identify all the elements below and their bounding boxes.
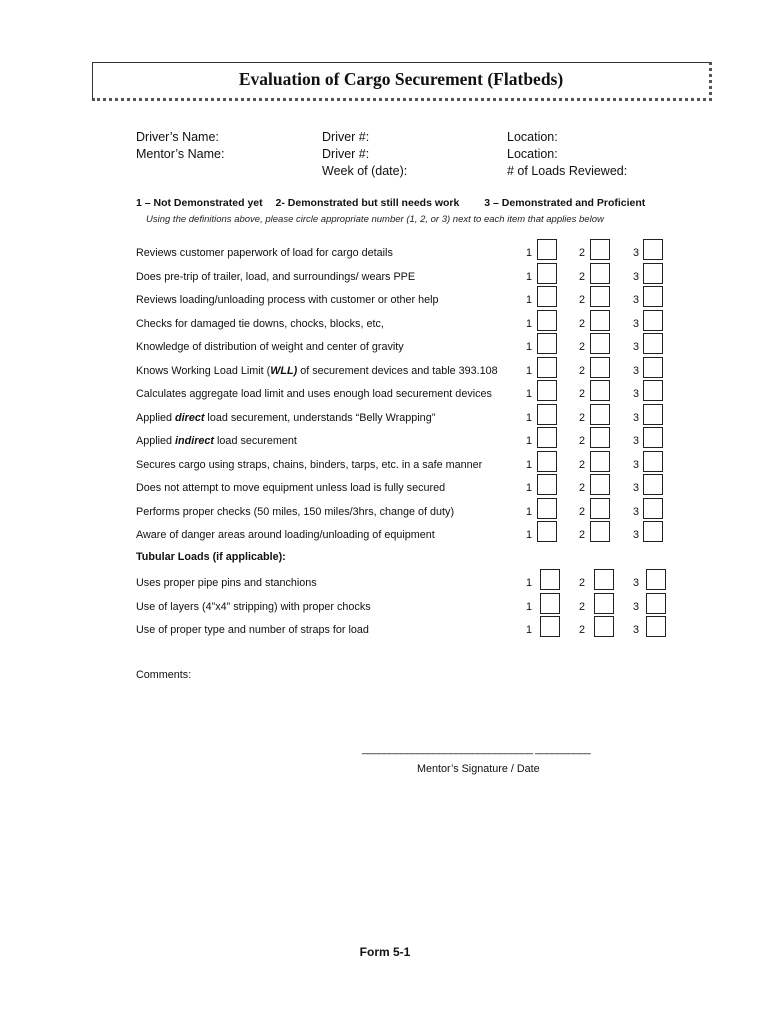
item-label-text: Calculates aggregate load limit and uses enough load securement devices <box>136 388 492 400</box>
rating-1-label: 1 <box>526 458 533 471</box>
item-label-text: Applied <box>136 411 176 424</box>
signature-label: Mentor’s Signature / Date <box>417 763 540 775</box>
rating-1-label: 1 <box>526 482 533 494</box>
item-label <box>136 365 498 377</box>
rating-1-checkbox[interactable] <box>540 593 560 614</box>
item-label-text: load securement, understands “Belly Wrapping” <box>204 411 436 424</box>
rating-2-label: 2 <box>579 458 586 471</box>
rating-3-label: 3 <box>633 458 640 471</box>
rating-1-label: 1 <box>526 600 533 613</box>
item-label-text: Reviews customer paperwork of load for cargo details <box>136 247 393 259</box>
tubular-section-title: Tubular Loads (if applicable): <box>136 551 286 563</box>
rating-1-label: 1 <box>526 435 533 447</box>
item-label <box>136 247 393 259</box>
rating-3-checkbox[interactable] <box>643 380 663 401</box>
rating-2-checkbox[interactable] <box>590 263 610 284</box>
item-label-emphasis: direct <box>175 411 205 424</box>
rating-1-checkbox[interactable] <box>537 451 557 472</box>
item-label <box>136 601 371 613</box>
rating-1-checkbox[interactable] <box>537 239 557 260</box>
rating-3-label: 3 <box>633 482 640 494</box>
rating-1-label: 1 <box>526 411 533 424</box>
legend-level-1: 1 – Not Demonstrated yet <box>136 197 263 209</box>
item-label-text: Use of layers (4”x4” stripping) with proper chocks <box>136 600 371 613</box>
rating-3-checkbox[interactable] <box>643 263 663 284</box>
item-label <box>136 506 454 518</box>
rating-3-label: 3 <box>633 600 640 613</box>
rating-3-checkbox[interactable] <box>646 593 666 614</box>
rating-1-label: 1 <box>526 388 533 400</box>
item-label <box>136 482 445 494</box>
rating-2-label: 2 <box>579 388 586 400</box>
item-label-text: Reviews loading/unloading process with customer or other help <box>136 294 439 306</box>
rating-1-label: 1 <box>526 317 533 330</box>
rating-2-label: 2 <box>579 577 586 589</box>
item-label-text: Knows Working Load Limit ( <box>136 364 271 377</box>
rating-1-checkbox[interactable] <box>537 474 557 495</box>
rating-3-checkbox[interactable] <box>643 239 663 260</box>
rating-1-label: 1 <box>526 364 533 377</box>
location-label: Location: <box>507 130 558 144</box>
item-label <box>136 271 415 283</box>
rating-3-label: 3 <box>633 577 640 589</box>
rating-3-label: 3 <box>633 411 640 424</box>
rating-2-checkbox[interactable] <box>590 357 610 378</box>
rating-1-checkbox[interactable] <box>537 427 557 448</box>
rating-1-label: 1 <box>526 270 533 283</box>
legend-level-2: 2- Demonstrated but still needs work <box>275 197 460 209</box>
item-label-text: Secures cargo using straps, chains, binders, tarps, etc. in a safe manner <box>136 458 483 471</box>
rating-1-label: 1 <box>526 505 533 518</box>
rating-3-checkbox[interactable] <box>643 404 663 425</box>
form-title: Evaluation of Cargo Securement (Flatbeds) <box>238 69 564 89</box>
rating-1-label: 1 <box>526 247 533 259</box>
rating-1-label: 1 <box>526 577 533 589</box>
rating-3-checkbox[interactable] <box>643 286 663 307</box>
rating-1-checkbox[interactable] <box>540 616 560 637</box>
item-label <box>136 412 435 424</box>
rating-2-label: 2 <box>579 317 586 330</box>
title-box <box>92 62 712 101</box>
rating-legend <box>136 197 696 209</box>
rating-3-checkbox[interactable] <box>643 357 663 378</box>
rating-2-checkbox[interactable] <box>590 404 610 425</box>
item-label-text: of securement devices and table 393.108 <box>297 364 498 377</box>
rating-3-label: 3 <box>633 364 640 377</box>
rating-1-checkbox[interactable] <box>540 569 560 590</box>
rating-2-label: 2 <box>579 247 586 259</box>
item-label-emphasis: indirect <box>175 435 215 447</box>
rating-2-label: 2 <box>579 600 586 613</box>
rating-3-checkbox[interactable] <box>643 474 663 495</box>
rating-2-label: 2 <box>579 624 586 637</box>
comments-label: Comments: <box>136 669 192 681</box>
rating-2-label: 2 <box>579 529 586 541</box>
rating-1-label: 1 <box>526 294 533 306</box>
item-label-text: Does pre-trip of trailer, load, and surroundings/ wears PPE <box>136 270 416 283</box>
rating-1-checkbox[interactable] <box>537 404 557 425</box>
item-label <box>136 529 435 541</box>
rating-1-checkbox[interactable] <box>537 357 557 378</box>
item-label-text: Applied <box>136 435 176 447</box>
item-label <box>136 341 404 353</box>
rating-2-label: 2 <box>579 435 586 447</box>
rating-instruction: Using the definitions above, please circle appropriate number (1, 2, or 3) next to each item that applies below <box>146 214 604 225</box>
item-label <box>136 577 317 589</box>
rating-3-label: 3 <box>633 435 640 447</box>
loads-reviewed-label: # of Loads Reviewed: <box>507 164 628 178</box>
rating-2-checkbox[interactable] <box>590 310 610 331</box>
rating-3-checkbox[interactable] <box>643 310 663 331</box>
rating-2-checkbox[interactable] <box>590 286 610 307</box>
rating-2-label: 2 <box>579 341 586 353</box>
rating-2-label: 2 <box>579 364 586 377</box>
rating-2-checkbox[interactable] <box>594 616 614 637</box>
rating-3-checkbox[interactable] <box>643 333 663 354</box>
drivers-name-label: Driver’s Name: <box>136 130 219 144</box>
rating-3-label: 3 <box>633 529 640 541</box>
item-label-text: Uses proper pipe pins and stanchions <box>136 577 317 589</box>
signature-line: _______________________________ __________ <box>362 743 591 755</box>
item-label-text: Performs proper checks (50 miles, 150 miles/3hrs, change of duty) <box>136 505 455 518</box>
driver-number-label: Driver #: <box>322 130 370 144</box>
rating-3-label: 3 <box>633 270 640 283</box>
rating-2-checkbox[interactable] <box>590 333 610 354</box>
evaluation-row <box>0 527 770 547</box>
rating-2-checkbox[interactable] <box>594 593 614 614</box>
item-label-text: Aware of danger areas around loading/unloading of equipment <box>136 529 435 541</box>
rating-1-label: 1 <box>526 529 533 541</box>
item-label-text: Use of proper type and number of straps for load <box>136 624 369 637</box>
rating-1-checkbox[interactable] <box>537 310 557 331</box>
rating-1-checkbox[interactable] <box>537 498 557 519</box>
rating-3-label: 3 <box>633 247 640 259</box>
rating-2-checkbox[interactable] <box>590 498 610 519</box>
rating-3-checkbox[interactable] <box>643 451 663 472</box>
rating-2-checkbox[interactable] <box>594 569 614 590</box>
rating-3-label: 3 <box>633 317 640 330</box>
rating-3-checkbox[interactable] <box>643 427 663 448</box>
item-label <box>136 624 369 636</box>
item-label-emphasis: WLL) <box>270 364 298 377</box>
item-label <box>136 459 482 471</box>
rating-3-label: 3 <box>633 388 640 400</box>
item-label <box>136 294 438 306</box>
item-label <box>136 318 384 330</box>
evaluation-row <box>0 622 770 642</box>
rating-3-checkbox[interactable] <box>646 569 666 590</box>
rating-3-label: 3 <box>633 341 640 353</box>
rating-2-label: 2 <box>579 294 586 306</box>
rating-2-checkbox[interactable] <box>590 239 610 260</box>
rating-3-checkbox[interactable] <box>643 521 663 542</box>
item-label-text: Knowledge of distribution of weight and center of gravity <box>136 341 404 353</box>
rating-1-label: 1 <box>526 341 533 353</box>
item-label-text: Does not attempt to move equipment unless load is fully secured <box>136 482 446 494</box>
rating-2-label: 2 <box>579 411 586 424</box>
driver-number-label-2: Driver #: <box>322 147 370 161</box>
rating-1-label: 1 <box>526 624 533 637</box>
rating-3-label: 3 <box>633 624 640 637</box>
item-label-text: Checks for damaged tie downs, chocks, blocks, etc, <box>136 317 384 330</box>
rating-2-checkbox[interactable] <box>590 427 610 448</box>
rating-1-checkbox[interactable] <box>537 380 557 401</box>
rating-1-checkbox[interactable] <box>537 263 557 284</box>
rating-2-label: 2 <box>579 270 586 283</box>
item-label-text: load securement <box>214 435 297 447</box>
item-label <box>136 388 492 400</box>
location-label-2: Location: <box>507 147 558 161</box>
rating-3-label: 3 <box>633 505 640 518</box>
form-number: Form 5-1 <box>359 945 411 959</box>
rating-3-checkbox[interactable] <box>643 498 663 519</box>
rating-1-checkbox[interactable] <box>537 286 557 307</box>
rating-3-checkbox[interactable] <box>646 616 666 637</box>
rating-2-label: 2 <box>579 505 586 518</box>
mentors-name-label: Mentor’s Name: <box>136 147 225 161</box>
rating-1-checkbox[interactable] <box>537 333 557 354</box>
rating-1-checkbox[interactable] <box>537 521 557 542</box>
item-label <box>136 435 297 447</box>
rating-2-checkbox[interactable] <box>590 380 610 401</box>
rating-3-label: 3 <box>633 294 640 306</box>
rating-2-checkbox[interactable] <box>590 474 610 495</box>
week-of-label: Week of (date): <box>322 164 408 178</box>
rating-2-checkbox[interactable] <box>590 451 610 472</box>
rating-2-checkbox[interactable] <box>590 521 610 542</box>
rating-2-label: 2 <box>579 482 586 494</box>
legend-level-3: 3 – Demonstrated and Proficient <box>484 197 646 209</box>
